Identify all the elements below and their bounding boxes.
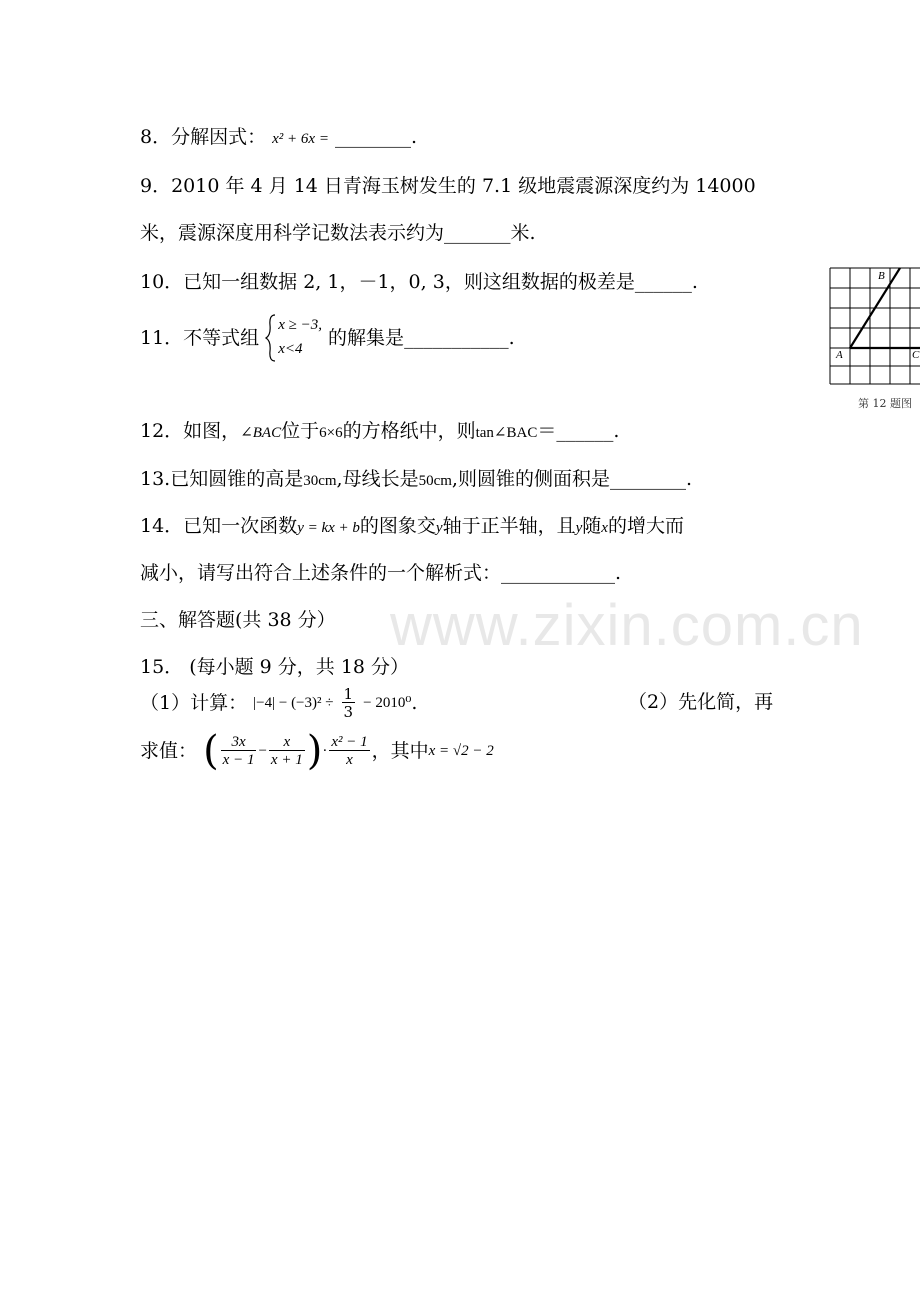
question-15	[140, 655, 409, 679]
q15-p1-frac-num: 1	[343, 684, 354, 703]
q15-f1-num: 3x	[221, 734, 257, 751]
q12-post: ＝	[537, 420, 557, 442]
question-9-line2	[140, 221, 536, 245]
q12-mid: 位于	[281, 420, 320, 442]
q15-cond: ，其中	[371, 740, 429, 762]
q11-post: 的解集是	[328, 327, 405, 349]
question-13-line	[140, 467, 692, 493]
right-paren: )	[306, 728, 323, 774]
q12-angle: ∠BAC	[240, 425, 282, 441]
section-3-heading	[140, 608, 336, 632]
q15-part2-label	[628, 690, 773, 714]
q10-end: .	[691, 271, 698, 293]
q11-row2: x<4	[278, 341, 303, 357]
q12-end: .	[613, 420, 620, 442]
q14-yaxis: y	[435, 520, 443, 536]
q14-y2: y	[575, 520, 583, 536]
q12-mid2: 的方格纸中，则	[342, 420, 476, 442]
q9-line2-pre: 米，震源深度用科学记数法表示约为	[140, 222, 445, 244]
q11-blank: ___________	[404, 327, 509, 349]
q13-blank: ________	[609, 468, 686, 490]
q12-pre: 12．如图，	[140, 420, 241, 442]
q15-f3-num: x² − 1	[331, 733, 368, 750]
q11-label: 11．不等式组	[140, 327, 260, 349]
q9-line2-post: 米.	[510, 222, 536, 244]
label-b: B	[878, 270, 885, 282]
question-11	[140, 312, 515, 362]
q15-p1-frac	[342, 686, 356, 721]
q14-func: y = kx + b	[297, 520, 360, 536]
q14-mid: 的图象交	[359, 515, 436, 537]
q9-line1: 9．2010 年 4 月 14 日青海玉树发生的 7.1 级地震震源深度约为 14000	[140, 175, 756, 197]
section-3-title: 三、解答题(共 38 分）	[140, 609, 336, 631]
q8-blank: ________	[335, 126, 411, 148]
q13-post: ,则圆锥的侧面积是	[451, 468, 610, 490]
q14-pre: 14．已知一次函数	[140, 515, 298, 537]
q15-f3	[329, 734, 369, 769]
q15-f3-den: x	[346, 751, 353, 768]
q10-blank: ______	[634, 271, 692, 293]
watermark: www.zixin.com.cn	[390, 593, 864, 658]
grid-figure	[826, 266, 920, 390]
q15-f1-den: x − 1	[222, 751, 255, 768]
q11-row1: x ≥ −3,	[278, 317, 322, 333]
q14-mid3: 随	[582, 515, 602, 537]
q15-p1-end: .	[411, 692, 418, 714]
q13-height: 30cm	[303, 473, 337, 489]
q13-mid: ,母线长是	[336, 468, 419, 490]
q15-f1	[221, 734, 257, 769]
q15-label: 15． (每小题 9 分，共 18 分）	[140, 656, 410, 678]
q15-f2	[269, 734, 305, 769]
q15-cond-expr: x = √2 − 2	[428, 743, 494, 759]
q15-minus: −	[258, 743, 267, 759]
q8-expr: x² + 6x =	[272, 131, 329, 147]
q15-p1-expr-b: − 2010⁰	[363, 695, 412, 711]
question-14-line1	[140, 514, 684, 540]
grid-figure-svg	[826, 266, 920, 386]
q14-line2: 减小，请写出符合上述条件的一个解析式：	[140, 562, 502, 584]
q15-f2-num: x	[269, 734, 305, 751]
q15-part2	[140, 726, 494, 774]
left-paren: (	[203, 728, 219, 774]
q15-p1-expr-a: |−4| − (−3)² ÷	[253, 695, 334, 711]
q15-p2-label: （2）先化简，再	[628, 691, 774, 713]
q9-blank: _______	[444, 222, 511, 244]
question-9-line1	[140, 174, 756, 198]
q14-x: x	[601, 520, 608, 536]
label-c: C	[912, 349, 920, 361]
q15-f2-den: x + 1	[270, 751, 303, 768]
q12-blank: ______	[556, 420, 614, 442]
q12-grid: 6×6	[319, 425, 343, 441]
q14-post: 的增大而	[607, 515, 684, 537]
q15-p2-line2: 求值：	[140, 740, 198, 762]
q12-tan: tan∠BAC	[475, 425, 538, 441]
question-14-line2	[140, 561, 621, 585]
q13-end: .	[685, 468, 693, 490]
q14-end: .	[615, 562, 622, 584]
question-8	[140, 125, 417, 151]
q10-text: 10．已知一组数据 2, 1，－1，0, 3，则这组数据的极差是	[140, 271, 635, 293]
q13-pre: 13.已知圆锥的高是	[140, 468, 304, 490]
question-10	[140, 270, 698, 294]
label-a: A	[836, 349, 843, 361]
q11-system	[265, 313, 322, 363]
q13-slant: 50cm	[418, 473, 452, 489]
q8-label: 8．分解因式：	[140, 126, 267, 148]
q11-end: .	[508, 327, 515, 349]
brace-icon	[265, 313, 277, 363]
q14-mid2: 轴于正半轴，且	[442, 515, 576, 537]
q15-p1-label: （1）计算：	[140, 692, 248, 714]
q15-p1-frac-den: 3	[343, 702, 354, 721]
q15-dot: ·	[322, 743, 328, 759]
q8-end: .	[411, 126, 418, 148]
q15-part1	[140, 682, 417, 722]
figure-caption: 第 12 题图	[858, 397, 912, 410]
question-12	[140, 419, 619, 445]
q14-blank: ____________	[501, 562, 616, 584]
